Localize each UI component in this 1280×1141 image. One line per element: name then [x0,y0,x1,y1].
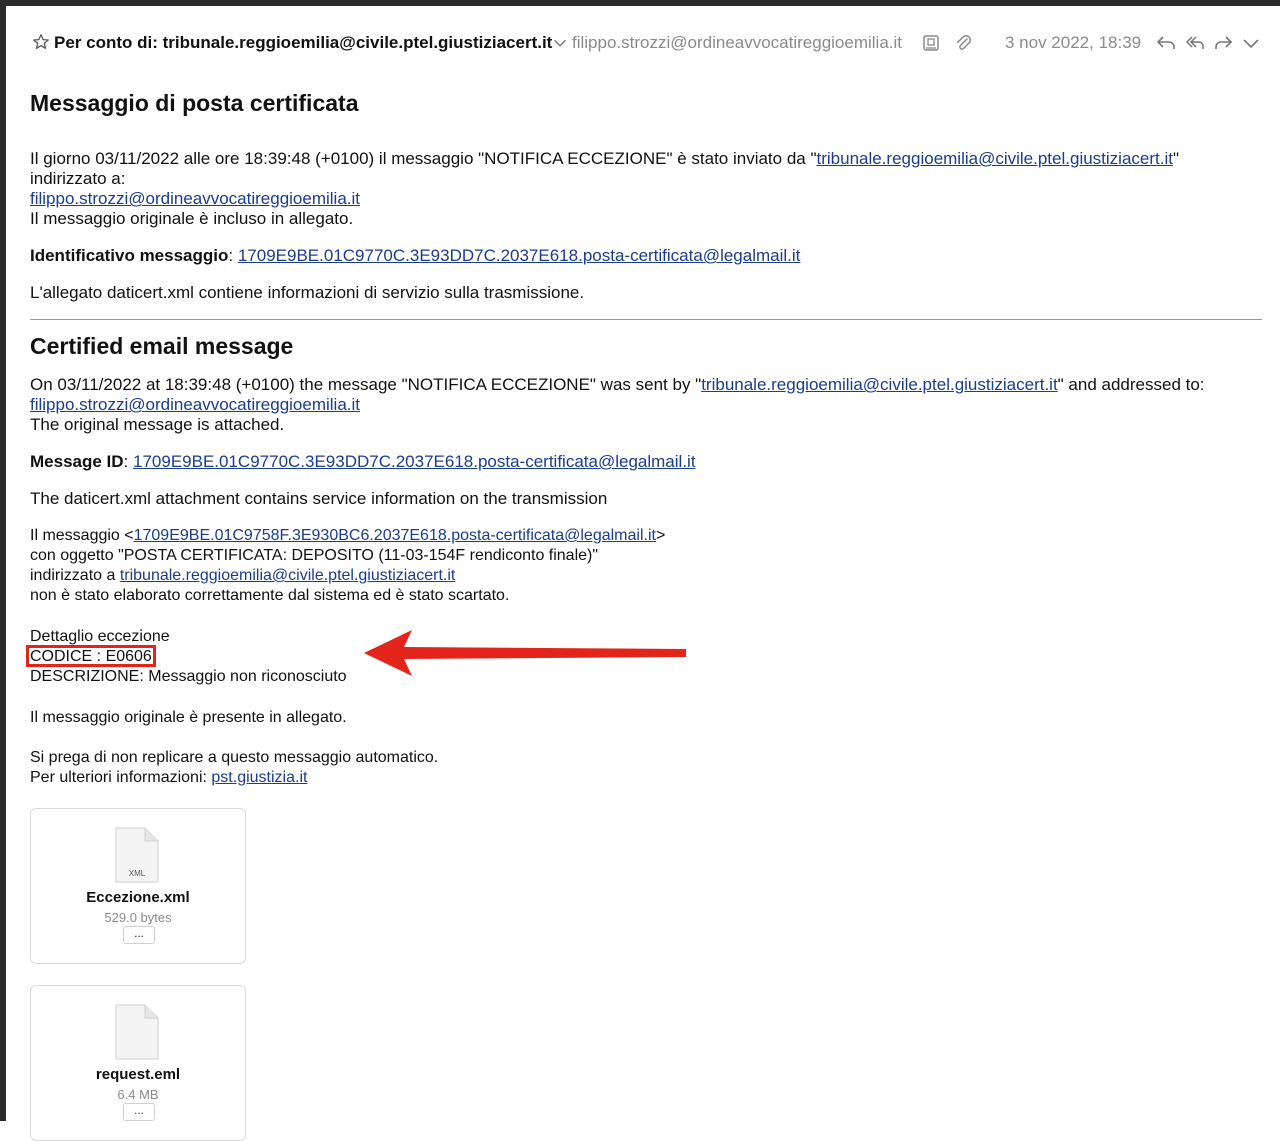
sender[interactable]: Per conto di: tribunale.reggioemilia@civile.ptel.giustiziacert.it [54,33,553,52]
italian-daticert-note: L'allegato daticert.xml contiene informazioni di servizio sulla trasmissione. [30,283,585,302]
italian-addressed-label: indirizzato a: [30,169,126,188]
more-info-text: Per ulteriori informazioni: [30,769,212,786]
italian-original-note: Il messaggio originale è incluso in allegato. [30,209,354,228]
exception-addressed-text: indirizzato a [30,567,120,584]
more-info-line [30,768,307,788]
english-message-id [30,452,696,472]
attachment-name: request.eml [95,1066,181,1083]
reply-icon[interactable] [1155,32,1177,54]
attachment-card[interactable] [30,985,246,1141]
section-divider [30,319,1262,320]
english-message-id-separator: : [123,452,133,471]
italian-intro-quote: " [1172,149,1180,168]
attachment-name: Eccezione.xml [86,889,190,906]
archive-icon[interactable] [920,32,942,54]
attachment-menu-button[interactable]: ... [123,926,155,944]
pst-giustizia-link[interactable]: pst.giustizia.it [211,769,308,786]
xml-file-icon [115,827,159,883]
reply-all-icon[interactable] [1184,32,1206,54]
message-header [30,30,1270,56]
message-date: 3 nov 2022, 18:39 [1005,33,1142,52]
exception-discarded-note: non è stato elaborato correttamente dal sistema ed è stato scartato. [30,587,510,604]
sender-address-link[interactable]: tribunale.reggioemilia@civile.ptel.giustiziacert.it [816,149,1173,168]
exception-description: DESCRIZIONE: Messaggio non riconosciuto [30,668,347,685]
italian-intro-line1 [30,149,1179,169]
english-message-id-label: Message ID [30,452,124,471]
english-title: Certified email message [30,333,294,359]
attachment-size: 6.4 MB [117,1087,159,1102]
english-daticert-note: The daticert.xml attachment contains service information on the transmission [30,489,608,508]
italian-title: Messaggio di posta certificata [30,90,359,116]
english-original-note: The original message is attached. [30,415,285,434]
english-sender-address-link[interactable]: tribunale.reggioemilia@civile.ptel.giustiziacert.it [701,375,1058,394]
exception-line1 [30,526,665,546]
exception-address-link[interactable]: tribunale.reggioemilia@civile.ptel.giustiziacert.it [119,567,456,584]
message-id-label: Identificativo messaggio [30,246,229,265]
file-type-badge: XML [128,869,146,878]
message-id-separator: : [228,246,238,265]
chevron-down-icon[interactable] [551,34,569,57]
attachment-card[interactable] [30,808,246,964]
red-arrow-icon [360,628,690,678]
attachment-icon[interactable] [952,32,974,54]
more-chevron-icon[interactable] [1240,32,1262,54]
eml-file-icon [115,1004,159,1060]
english-message-id-link[interactable]: 1709E9BE.01C9770C.3E93DD7C.2037E618.posta-certificata@legalmail.it [133,452,696,471]
original-message-id-link[interactable]: 1709E9BE.01C9758F.3E930BC6.2037E618.posta-certificata@legalmail.it [133,527,656,544]
exception-original-note: Il messaggio originale è presente in allegato. [30,709,347,726]
star-icon[interactable] [32,33,50,56]
highlight-box [26,645,156,667]
attachment-menu-button[interactable]: ... [123,1103,155,1121]
window-frame-top [0,0,1280,6]
english-recipient-address-link[interactable]: filippo.strozzi@ordineavvocatireggioemilia.it [30,395,361,414]
no-reply-note: Si prega di non replicare a questo messaggio automatico. [30,749,439,766]
recipient-address-link[interactable]: filippo.strozzi@ordineavvocatireggioemilia.it [30,189,361,208]
recipient[interactable]: filippo.strozzi@ordineavvocatireggioemilia.it [572,33,903,52]
exception-subject: con oggetto "POSTA CERTIFICATA: DEPOSITO (11-03-154F rendiconto finale)" [30,547,599,564]
exception-line1-text: Il messaggio < [30,527,134,544]
exception-line1-close: > [655,527,666,544]
exception-detail-label: Dettaglio eccezione [30,628,170,645]
english-intro-line1 [30,375,1205,395]
attachment-size: 529.0 bytes [104,910,172,925]
english-intro-text: On 03/11/2022 at 18:39:48 (+0100) the message "NOTIFICA ECCEZIONE" was sent by " [30,375,702,394]
exception-addressed [30,566,455,586]
italian-intro-text: Il giorno 03/11/2022 alle ore 18:39:48 (+0100) il messaggio "NOTIFICA ECCEZIONE" è stato inviato da " [30,149,817,168]
forward-icon[interactable] [1212,32,1234,54]
window-frame-left [0,0,6,1121]
exception-code: CODICE : E0606 [30,648,152,665]
english-intro-tail: " and addressed to: [1057,375,1205,394]
message-id-link[interactable]: 1709E9BE.01C9770C.3E93DD7C.2037E618.posta-certificata@legalmail.it [237,246,801,265]
italian-message-id [30,246,800,266]
